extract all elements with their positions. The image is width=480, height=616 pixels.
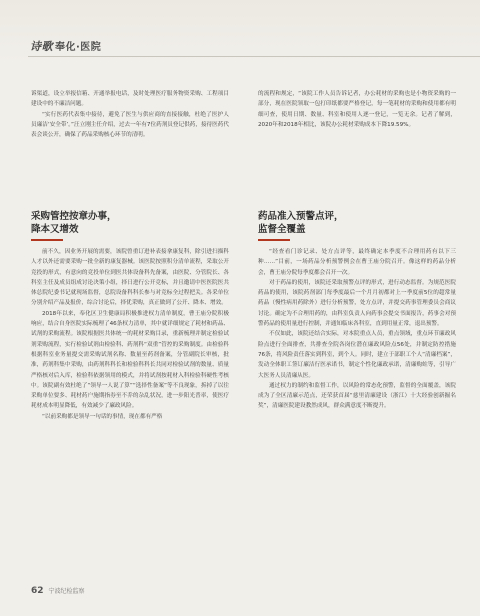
heading-line-1: 药品准入预警点评， (258, 211, 344, 222)
journal-name: 宁波纪检监察 (48, 588, 85, 595)
page-footer (31, 586, 84, 596)
section-brand (30, 38, 101, 54)
paragraph: 2018年以来，奉化区卫生健康局积极推进权力清单制度，曹王庙分院积极响应，结合自身医院实际梳理了46条权力清单，其中就详细规定了耗材和药品、试剂的采购流程。该院根据医共体统一的耗材采购目录，重新梳理并制定检验试剂采购流程，实行检验试剂由检验科、药剂科“双重”管控的采购制度。由检验科根据科室业务量提交需采购试剂名称、数量至药剂备案，分管副院长审核，批准，药剂科集中采购，由药剂科科长和检验科科长共同对检验试剂的数量、质量严格核对后入库，检验科依据领用的模式，并将试剂按耗材入科检验科硬性考核中。该院副有效杜绝了“领导一人说了算”“选择性备案”等不良现象，拆掉了以往采购单位要多、耗材药户施期指券至不乔的杂乱状况，进一步阳光普率，使医疗耗材成本明显降低，有效减少了廉政风险。 (31, 310, 229, 410)
paragraph: “经查看门诊记录、处方点评等，最终确定本季度不合理用药有以下三种……”目前，一场药品分析预警例会在曹王庙分院召开。像这样的药品分析会，曹王庙分院每季度都会召开一次。 (258, 249, 456, 276)
heading-line-2: 降本又增效 (31, 224, 79, 235)
paragraph: 不仅如此，该院还结合实际，对本院重点人员，重点领域，重点环节廉政风险点进行全面排查，共排查全院各岗位潜在廉政风险点56处，并制定防控措施76条，将风险责任落实到科室，到个人。同时，建立于部职工个人“清廉档案”，发动全体职工签订廉洁行医承诺书，制定个性化廉政承诺，清廉购蛀等，引导广大医务人员清廉从医。 (258, 331, 456, 379)
right-section (258, 210, 456, 412)
heading-line-2: 监督全覆盖 (258, 224, 306, 235)
paragraph: “以前采购都是领导一句话的事情，现在都有严格 (42, 413, 163, 420)
paragraph: “实行医药代表集中接待，避免了医生与供应商的直接接触，杜绝了医护人员廉洁‘安全带’。”汪立刚主任介绍，过去一年有7位药剂员登记供药，接待医药代表会谈公开，确保了药品采购核心环节的清明。 (31, 111, 229, 139)
section-heading (258, 210, 456, 236)
brand-section-name: 奉化·医院 (55, 42, 102, 53)
left-section (31, 210, 229, 422)
paragraph: 诉渠道，设立举报信箱、开通举报电话，及时处理医疗服务物资采购、工程项目建设中的不廉洁问题。 (31, 91, 229, 108)
header-rule (28, 56, 480, 57)
page-header (0, 0, 480, 62)
paragraph: 通过权力的制约和监督工作，以风险的常态化预警，监督的全面覆盖，该院成为了全区清廉示范点，还荣获首届“慈里清廉建设（浙江）十大经验创新掘名奖”，清廉医院建设教然成风，群众满意度不断提升。 (258, 382, 456, 410)
heading-line-1: 采购管控按章办事， (31, 211, 117, 222)
paragraph: 前不久，因业务开展的需要，该院曾重订进补表接拿康复科，除引进扫描科人才以外还需要采购一批全新的康复器械。该医院按照积分清单流程，采取公开竞投的形式，有意向的竞投单位到医共体设备科先备案，由医院、分管院长、各科室主任及成员组成讨论决策小组，择日进行公开竞标，并且邀请中医医院医共体总院纪委书记就现场监督，总院设备科科长参与对竞标全过程把关。各采单位分别介绍产品及报价，综合讨论后，择优采购，真正做到了公开、降本、增效。 (31, 249, 229, 307)
brand-mark: 诗歌 (30, 40, 53, 53)
heading-underline (31, 239, 63, 241)
paragraph: 对于药品的使用，该院还采取预警点评的形式，进行动态监督。为规范医院药品的使用，该院药剂部门每季度最后一个月月初都对上一季度前5位的超常量药品（慢性病用药除外）进行分析预警，处方点评，并提交药事管理委员会商议讨论。确定为不合理用药的，由科室负责人向药事会提交书面报告，药事会对预警药品的使用量进行控制，并通知临床各科室，直到用量正常，退出预警。 (258, 279, 456, 328)
heading-underline (258, 239, 290, 241)
section-heading (31, 210, 229, 236)
right-top-column (258, 89, 456, 130)
left-top-column (31, 89, 229, 140)
page-number: 62 (31, 586, 44, 596)
paragraph: 的流程和规定，“该院工作人员告诉记者，办公耗材的采购也是小物资采购的一部分，现在医院领取一包打印纸都要严格登记，每一笔耗材的采购和使用都有明细可查，使用日期、数量、科室和使用人逐一登记，一览无余。记者了解到，2020年和2018年相比，该院办公耗材采购成本下降19.59%。 (258, 91, 456, 128)
